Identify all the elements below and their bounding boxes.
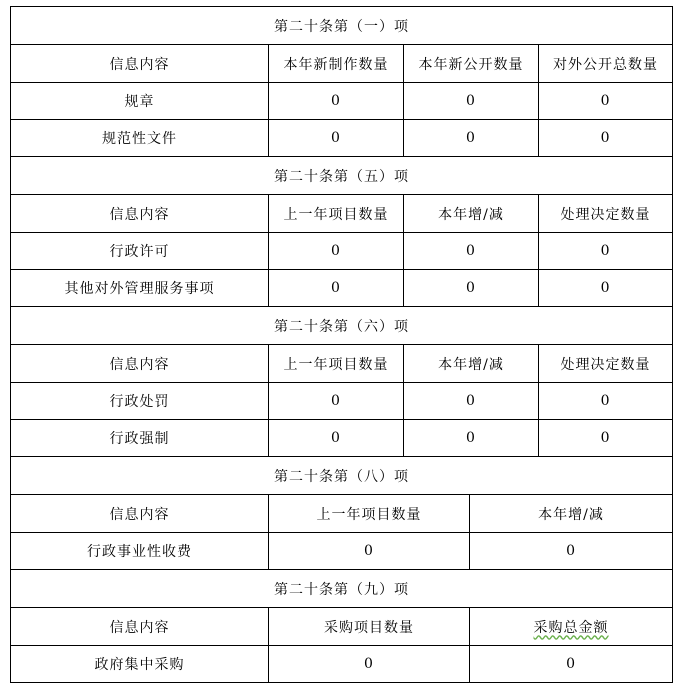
table-row xyxy=(11,270,673,307)
section-title: 第二十条第（六）项 xyxy=(11,307,673,345)
section-title-row xyxy=(11,7,673,45)
section-title-row xyxy=(11,307,673,345)
section-title-row xyxy=(11,457,673,495)
table-row xyxy=(11,120,673,157)
table-row xyxy=(11,646,673,683)
header-cell: 上一年项目数量 xyxy=(269,195,404,233)
disclosure-table xyxy=(10,6,673,683)
header-cell: 本年新公开数量 xyxy=(404,45,539,83)
table-row xyxy=(11,533,673,570)
value-cell: 0 xyxy=(269,120,404,157)
value-cell: 0 xyxy=(539,233,673,270)
value-cell: 0 xyxy=(539,120,673,157)
value-cell: 0 xyxy=(539,270,673,307)
section-title-row xyxy=(11,570,673,608)
value-cell: 0 xyxy=(404,270,539,307)
value-cell: 0 xyxy=(269,533,470,570)
value-cell: 0 xyxy=(404,420,539,457)
header-cell: 本年增/减 xyxy=(404,345,539,383)
header-row xyxy=(11,195,673,233)
spellcheck-underlined-text: 采购总金额 xyxy=(533,619,609,636)
header-cell: 本年增/减 xyxy=(404,195,539,233)
value-cell: 0 xyxy=(539,383,673,420)
table-row xyxy=(11,383,673,420)
row-label: 行政强制 xyxy=(11,420,269,457)
header-row xyxy=(11,608,673,646)
value-cell: 0 xyxy=(404,120,539,157)
header-cell-total-amount xyxy=(470,608,673,646)
header-row xyxy=(11,45,673,83)
header-cell-info: 信息内容 xyxy=(11,345,269,383)
section-title-row xyxy=(11,157,673,195)
header-cell: 采购项目数量 xyxy=(269,608,470,646)
section-title: 第二十条第（五）项 xyxy=(11,157,673,195)
value-cell: 0 xyxy=(269,646,470,683)
value-cell: 0 xyxy=(470,533,673,570)
header-cell: 本年增/减 xyxy=(470,495,673,533)
table-row xyxy=(11,83,673,120)
header-cell: 上一年项目数量 xyxy=(269,345,404,383)
value-cell: 0 xyxy=(269,420,404,457)
section-title: 第二十条第（九）项 xyxy=(11,570,673,608)
header-cell: 对外公开总数量 xyxy=(539,45,673,83)
header-cell: 处理决定数量 xyxy=(539,195,673,233)
value-cell: 0 xyxy=(404,83,539,120)
header-cell-info: 信息内容 xyxy=(11,45,269,83)
row-label: 政府集中采购 xyxy=(11,646,269,683)
table-row xyxy=(11,233,673,270)
row-label: 行政许可 xyxy=(11,233,269,270)
value-cell: 0 xyxy=(539,83,673,120)
header-cell-info: 信息内容 xyxy=(11,495,269,533)
value-cell: 0 xyxy=(404,383,539,420)
row-label: 规范性文件 xyxy=(11,120,269,157)
value-cell: 0 xyxy=(269,383,404,420)
value-cell: 0 xyxy=(470,646,673,683)
value-cell: 0 xyxy=(269,233,404,270)
value-cell: 0 xyxy=(269,83,404,120)
row-label: 规章 xyxy=(11,83,269,120)
value-cell: 0 xyxy=(404,233,539,270)
section-title: 第二十条第（一）项 xyxy=(11,7,673,45)
table-row xyxy=(11,420,673,457)
header-cell: 处理决定数量 xyxy=(539,345,673,383)
value-cell: 0 xyxy=(269,270,404,307)
header-cell: 上一年项目数量 xyxy=(269,495,470,533)
value-cell: 0 xyxy=(539,420,673,457)
row-label: 其他对外管理服务事项 xyxy=(11,270,269,307)
header-row xyxy=(11,495,673,533)
header-cell: 本年新制作数量 xyxy=(269,45,404,83)
header-cell-info: 信息内容 xyxy=(11,195,269,233)
header-cell-info: 信息内容 xyxy=(11,608,269,646)
row-label: 行政处罚 xyxy=(11,383,269,420)
header-row xyxy=(11,345,673,383)
row-label: 行政事业性收费 xyxy=(11,533,269,570)
section-title: 第二十条第（八）项 xyxy=(11,457,673,495)
